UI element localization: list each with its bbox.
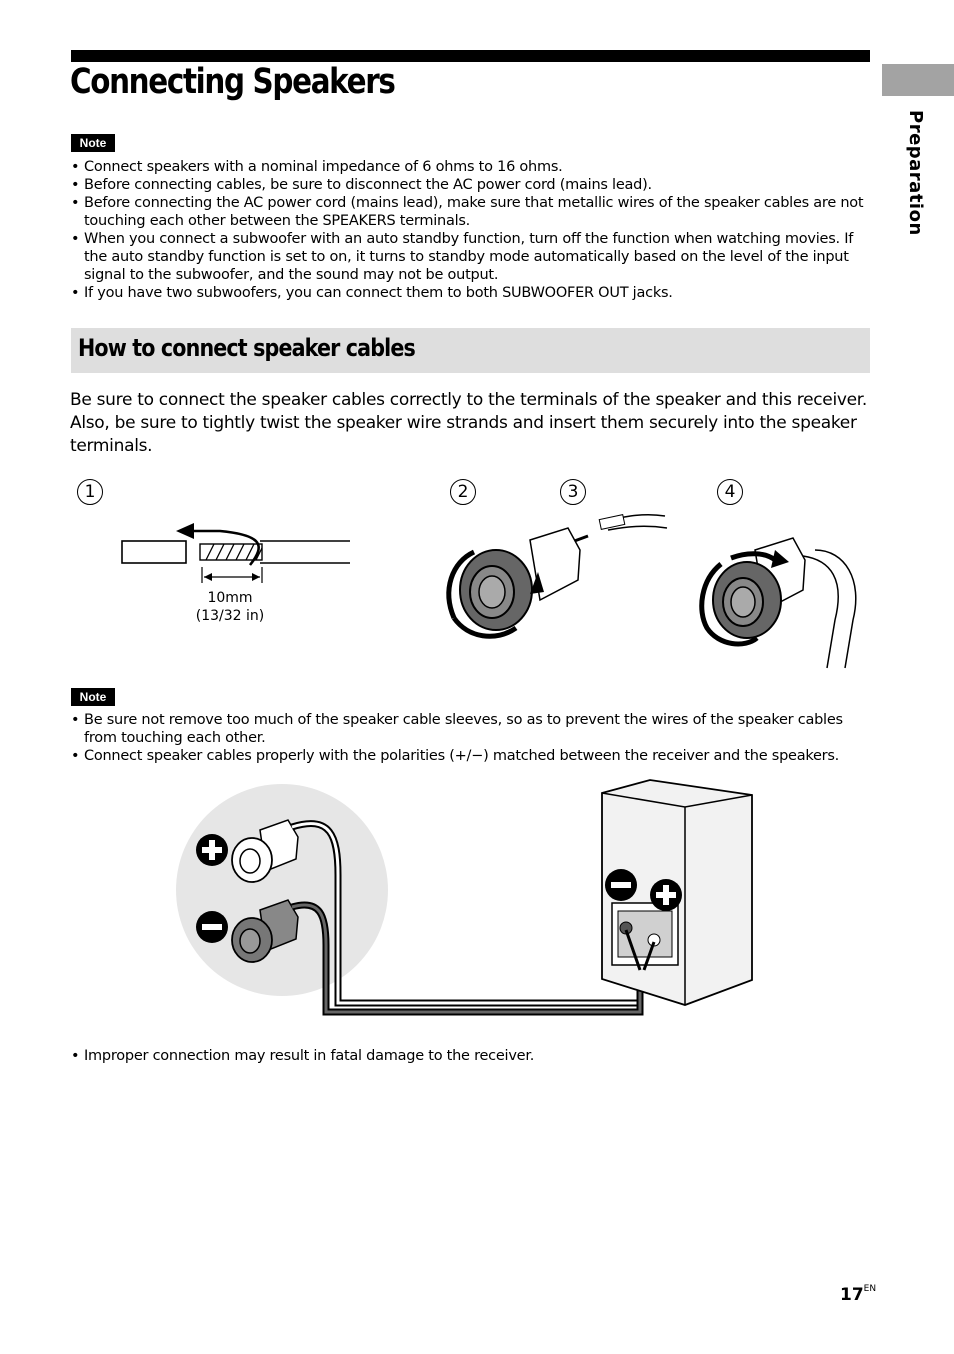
page-number-suffix: EN xyxy=(863,1284,877,1294)
minus-icon xyxy=(605,869,637,901)
page-title: Connecting Speakers xyxy=(70,62,395,102)
step-number-4: 4 xyxy=(717,479,743,505)
note-item: • Be sure not remove too much of the speaker cable sleeves, so as to prevent the wires of the speaker cables from touching each other. xyxy=(71,711,871,747)
note-item: • Before connecting cables, be sure to disconnect the AC power cord (mains lead). xyxy=(71,176,871,194)
section-side-label: Preparation xyxy=(905,110,926,236)
strip-length-label xyxy=(180,589,280,625)
note-item: • When you connect a subwoofer with an auto standby function, turn off the function when watching movies. If the auto standby function is set to on, it turns to standby mode automatically based on the level of the input signal to the subwoofer, and the sound may not be output. xyxy=(71,230,871,284)
final-note-item: • Improper connection may result in fatal damage to the receiver. xyxy=(71,1047,871,1065)
note-list xyxy=(71,158,871,302)
section-tab xyxy=(882,64,954,96)
step-number-2: 2 xyxy=(450,479,476,505)
step-number-1: 1 xyxy=(77,479,103,505)
note-item: • If you have two subwoofers, you can connect them to both SUBWOOFER OUT jacks. xyxy=(71,284,871,302)
strip-length-in: (13/32 in) xyxy=(195,608,265,624)
step-number-3: 3 xyxy=(560,479,586,505)
page-number-value: 17 xyxy=(840,1285,864,1305)
strip-length-mm: 10mm xyxy=(207,590,253,606)
plus-icon xyxy=(650,879,682,911)
section-intro: Be sure to connect the speaker cables correctly to the terminals of the speaker and this receiver. Also, be sure to tightly twist the speaker wire strands and insert them securely into the speaker terminals. xyxy=(70,390,868,456)
header-rule xyxy=(71,50,870,62)
polarity-connection-illustration xyxy=(170,775,770,1025)
final-note-list xyxy=(71,1047,871,1065)
section-title: How to connect speaker cables xyxy=(78,334,415,362)
terminal-insert-illustration xyxy=(440,510,680,650)
note-item: • Connect speaker cables properly with the polarities (+/−) matched between the receiver and the speakers. xyxy=(71,747,871,765)
note-badge: Note xyxy=(71,134,115,152)
note-item: • Connect speakers with a nominal impedance of 6 ohms to 16 ohms. xyxy=(71,158,871,176)
plus-icon xyxy=(196,834,228,866)
cable-strip-illustration xyxy=(110,515,360,595)
note-badge: Note xyxy=(71,688,115,706)
page-number xyxy=(840,1284,876,1305)
note-item: • Before connecting the AC power cord (mains lead), make sure that metallic wires of the speaker cables are not touching each other between the SPEAKERS terminals. xyxy=(71,194,871,230)
minus-icon xyxy=(196,911,228,943)
terminal-tighten-illustration xyxy=(695,520,865,670)
note-list xyxy=(71,711,871,765)
